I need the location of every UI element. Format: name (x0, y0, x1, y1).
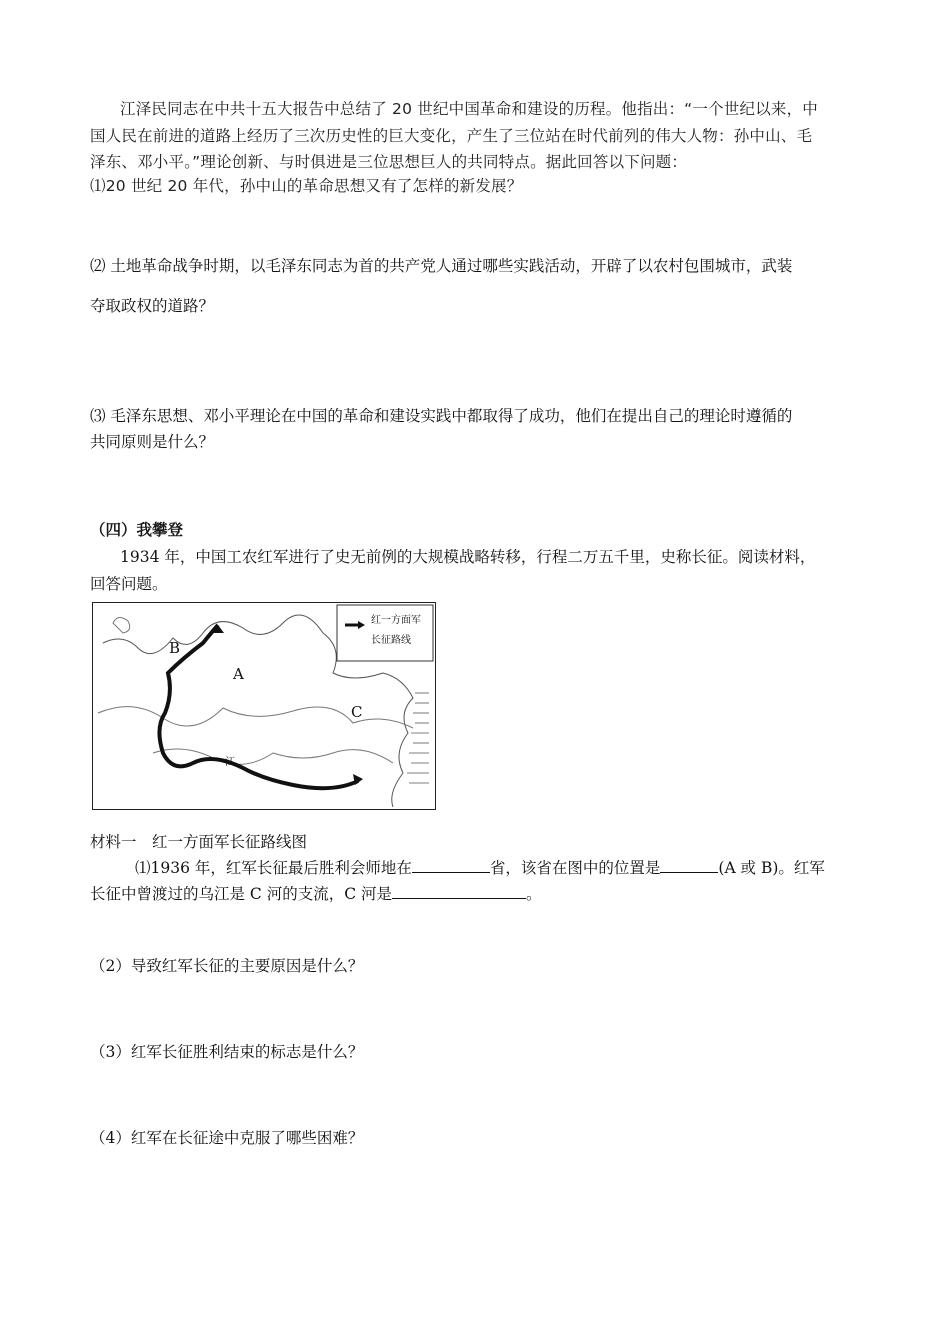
long-march-map (92, 602, 436, 810)
legend-line-2: 长征路线 (371, 635, 411, 646)
lake-shape (113, 617, 130, 633)
fill-in-line-2 (90, 882, 542, 904)
coast-hatching (407, 693, 429, 783)
long-march-route (159, 625, 358, 788)
fill-in-text-1: ⑴1936 年，红军长征最后胜利会师地在 (135, 859, 412, 877)
question-2-line-2: 夺取政权的道路？ (90, 297, 215, 315)
section-paragraph-line-1: 1934 年，中国工农红军进行了史无前例的大规模战略转移，行程二万五千里，史称长征。阅读材料， (120, 548, 816, 566)
map-label-a: A (233, 665, 244, 683)
map-legend (337, 605, 433, 661)
question-long-march-4: （4）红军在长征途中克服了哪些困难？ (90, 1129, 364, 1147)
map-caption: 材料一 红一方面军长征路线图 (90, 833, 308, 851)
section-heading: （四）我攀登 (90, 521, 184, 539)
map-drawing (93, 603, 435, 809)
answer-blank-river[interactable] (392, 882, 526, 899)
fill-in-text-3: (A 或 B)。红军 (718, 859, 825, 877)
fill-in-line-1 (135, 856, 825, 878)
legend-line-1: 红一方面军 (371, 615, 421, 626)
question-3-line-1: ⑶ 毛泽东思想、邓小平理论在中国的革命和建设实践中都取得了成功，他们在提出自己的理论时遵循的 (90, 407, 793, 425)
question-2-line-1: ⑵ 土地革命战争时期，以毛泽东同志为首的共产党人通过哪些实践活动，开辟了以农村包围城市，武装 (90, 257, 793, 275)
answer-blank-province[interactable] (412, 856, 490, 873)
fill-in-text-5: 。 (526, 885, 542, 903)
intro-line-2: 国人民在前进的道路上经历了三次历史性的巨大变化，产生了三位站在时代前列的伟大人物：孙中山、毛 (90, 127, 813, 145)
intro-line-1: 江泽民同志在中共十五大报告中总结了 20 世纪中国革命和建设的历程。他指出：“一个世纪以来，中 (120, 100, 819, 118)
question-3-line-2: 共同原则是什么？ (90, 433, 215, 451)
fill-in-text-2: 省，该省在图中的位置是 (489, 859, 661, 877)
fill-in-text-4: 长征中曾渡过的乌江是 C 河的支流，C 河是 (90, 885, 393, 903)
section-paragraph-line-2: 回答问题。 (90, 575, 168, 593)
map-label-c: C (351, 703, 363, 721)
question-long-march-2: （2）导致红军长征的主要原因是什么？ (90, 957, 364, 975)
intro-line-3: 泽东、邓小平。”理论创新、与时俱进是三位思想巨人的共同特点。据此回答以下问题： (90, 153, 688, 171)
river-line-south (153, 749, 393, 764)
question-1: ⑴20 世纪 20 年代，孙中山的革命思想又有了怎样的新发展？ (90, 177, 523, 195)
answer-blank-position[interactable] (660, 856, 718, 873)
question-long-march-3: （3）红军长征胜利结束的标志是什么？ (90, 1043, 364, 1061)
river-line (98, 707, 413, 728)
map-label-b: B (169, 639, 181, 657)
map-label-jiang: 江 (225, 757, 235, 768)
